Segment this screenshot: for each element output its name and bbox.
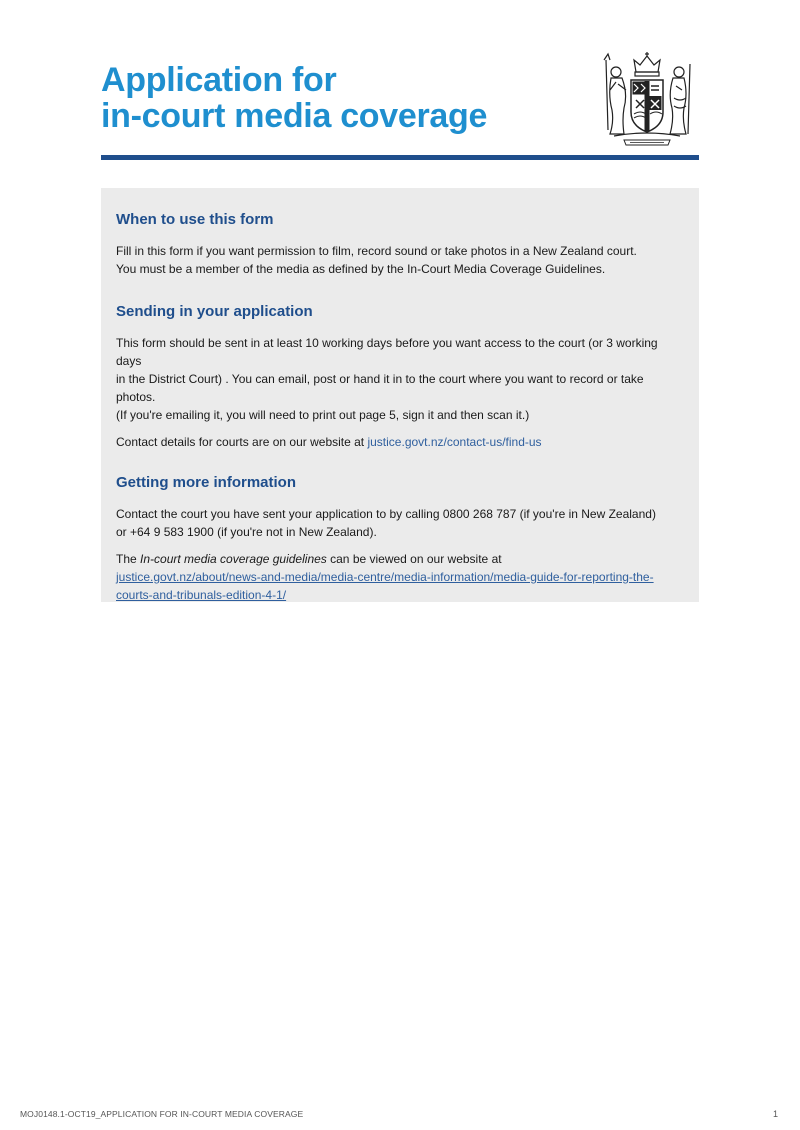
- section-more-info: [116, 473, 684, 604]
- section-when-to-use: [116, 210, 684, 278]
- section-heading: Getting more information: [116, 474, 296, 491]
- title-line-2: in-court media coverage: [101, 97, 488, 135]
- section-sending: [116, 302, 684, 451]
- paragraph-text: The: [116, 552, 141, 566]
- section-paragraph: [116, 550, 684, 604]
- section-paragraph: [116, 242, 684, 278]
- guidelines-title: In-court media coverage guidelines: [140, 552, 327, 566]
- paragraph-text: Contact details for courts are on our website at: [116, 435, 368, 449]
- find-us-link[interactable]: justice.govt.nz/contact-us/find-us: [367, 435, 542, 449]
- footer-form-code: MOJ0148.1-OCT19_APPLICATION FOR IN-COURT MEDIA COVERAGE: [20, 1109, 304, 1119]
- section-heading: Sending in your application: [116, 303, 313, 320]
- paragraph-line: or +64 9 583 1900 (if you're not in New Zealand).: [116, 525, 377, 539]
- header-divider: [101, 155, 699, 160]
- section-paragraph: [116, 505, 684, 541]
- paragraph-line: in the District Court) . You can email, post or hand it in to the court where you want to record or take photos.: [116, 372, 644, 404]
- title-line-1: Application for: [101, 61, 337, 99]
- page-number: 1: [773, 1109, 779, 1119]
- paragraph-line: (If you're emailing it, you will need to print out page 5, sign it and then scan it.): [116, 408, 530, 422]
- paragraph-line: You must be a member of the media as defined by the In-Court Media Coverage Guidelines.: [116, 262, 606, 276]
- media-guide-link-line-2[interactable]: courts-and-tribunals-edition-4-1/: [116, 588, 287, 602]
- paragraph-line: Fill in this form if you want permission to film, record sound or take photos in a New Zealand court.: [116, 244, 637, 258]
- section-heading: When to use this form: [116, 211, 274, 228]
- paragraph-text: can be viewed on our website at: [326, 552, 502, 566]
- section-paragraph: [116, 433, 684, 451]
- media-guide-link-line-1[interactable]: justice.govt.nz/about/news-and-media/media-centre/media-information/media-guide-for-reporting-the-: [116, 570, 654, 584]
- coat-of-arms-icon: [594, 50, 700, 148]
- section-paragraph: [116, 334, 684, 424]
- info-panel: [101, 188, 699, 602]
- paragraph-line: This form should be sent in at least 10 working days before you want access to the court (or 3 working days: [116, 336, 658, 368]
- page-title: [101, 62, 571, 134]
- paragraph-line: Contact the court you have sent your application to by calling 0800 268 787 (if you're in New Zealand): [116, 507, 656, 521]
